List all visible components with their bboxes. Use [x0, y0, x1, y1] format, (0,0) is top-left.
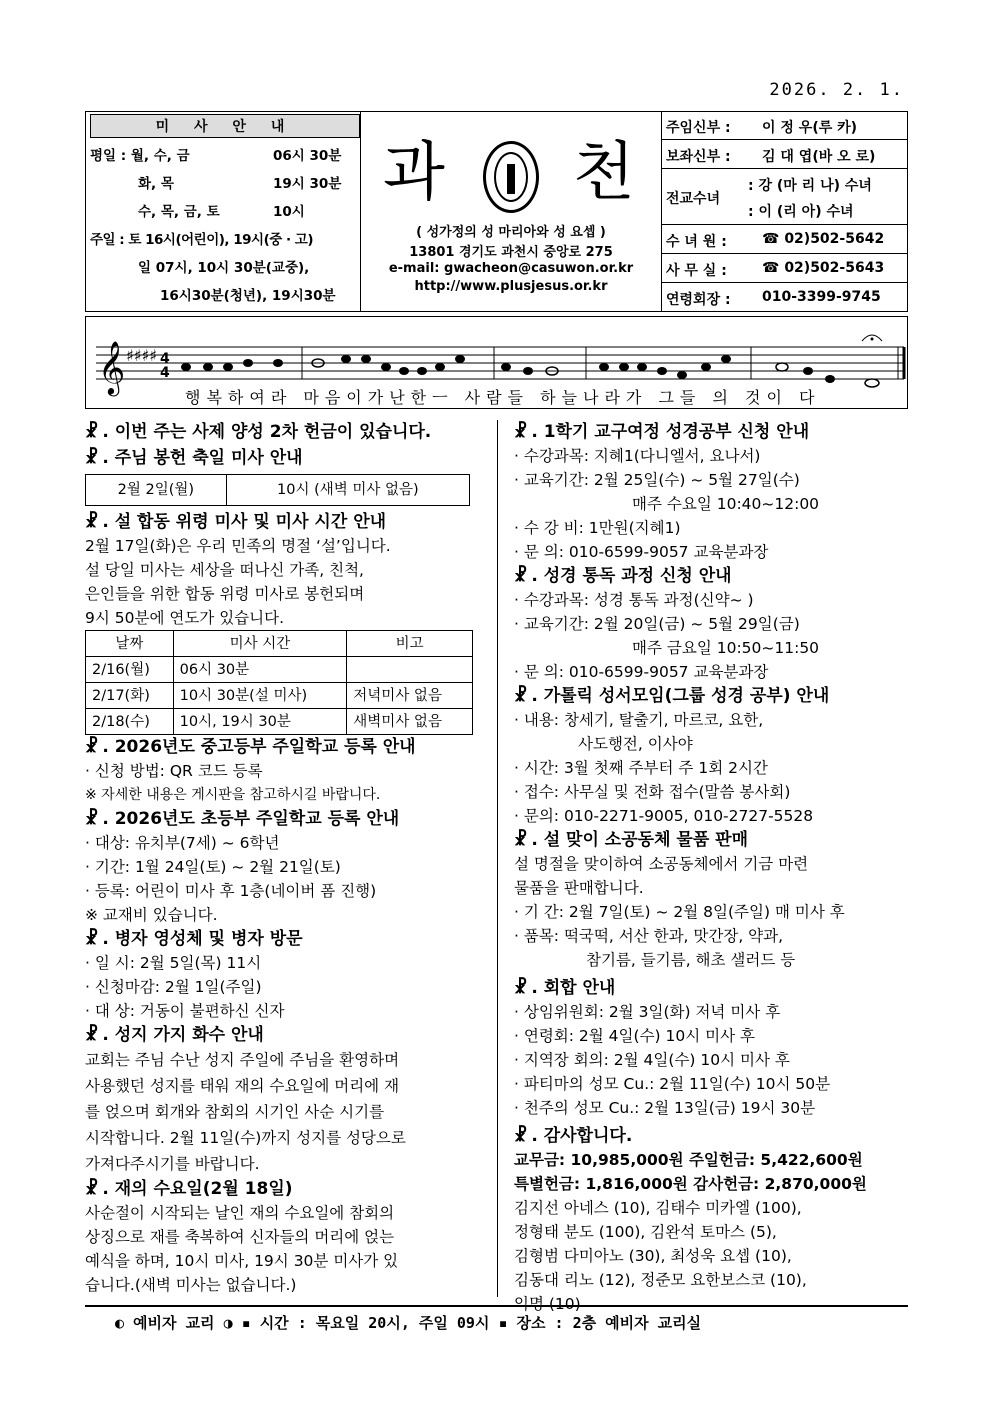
mass-line: 06시 30분: [273, 148, 342, 164]
staff-row: 사 무 실 : ☎ 02)502-5643: [662, 254, 908, 283]
paragraph-line: 사도행전, 이사야: [578, 735, 693, 753]
footer-text: ◐ 예비자 교리 ◑ ▪ 시간 : 목요일 20시, 주일 09시 ▪ 장소 : 2층 예비자 교리실: [115, 1314, 702, 1332]
paragraph-line: 9시 50분에 연도가 있습니다.: [85, 609, 285, 627]
paragraph-line: · 수 강 비: 1만원(지혜1): [514, 519, 681, 537]
mass-line: 일 07시, 10시 30분(교중),: [138, 260, 310, 276]
paragraph-line: 사순절이 시작되는 날인 재의 수요일에 참회의: [85, 1204, 395, 1222]
section-heading: ☧ . 병자 영성체 및 병자 방문: [85, 929, 303, 949]
paragraph-line: · 천주의 성모 Cu.: 2월 13일(금) 19시 30분: [514, 1099, 816, 1117]
section-heading: ☧ . 재의 수요일(2월 18일): [85, 1179, 293, 1199]
section-heading: ☧ . 회합 안내: [514, 978, 616, 998]
svg-text:𝄞: 𝄞: [98, 340, 126, 394]
offering-total: 교무금: 10,985,000원 주일헌금: 5,422,600원: [514, 1151, 863, 1169]
parish-email: e-mail: gwacheon@casuwon.or.kr: [388, 261, 634, 276]
svg-text:♯♯♯♯: ♯♯♯♯: [126, 346, 157, 365]
paragraph-line: 설 명절을 맞이하여 소공동체에서 기금 마련: [514, 855, 809, 873]
staff-row: 전교수녀 : 강 (마 리 나) 수녀 : 이 (리 아) 수녀: [662, 169, 908, 225]
staff-row: 보좌신부 : 김 대 엽(바 오 로): [662, 140, 908, 169]
right-column: [514, 420, 908, 1316]
paragraph-line: · 기 간: 2월 7일(토) ~ 2월 8일(주일) 매 미사 후: [514, 903, 845, 921]
paragraph-line: 를 얹으며 회개와 참회의 시기인 사순 시기를: [85, 1103, 385, 1121]
paragraph-line: · 품목: 떡국떡, 서산 한과, 맛간장, 약과,: [514, 927, 784, 945]
paragraph-line: · 상임위원회: 2월 3일(화) 저녁 미사 후: [514, 1003, 781, 1021]
paragraph-line: · 일 시: 2월 5일(목) 11시: [85, 954, 262, 972]
section-heading: ☧ . 1학기 교구여정 성경공부 신청 안내: [514, 422, 810, 442]
parish-name-right: 천: [573, 136, 635, 210]
catechumen-footer: [85, 1305, 908, 1333]
offering-mass-table: 2월 2일(월) 10시 (새벽 미사 없음): [85, 474, 470, 506]
paragraph-line: · 문의: 010-2271-9005, 010-2727-5528: [514, 807, 814, 825]
paragraph-line: · 내용: 창세기, 탈출기, 마르코, 요한,: [514, 711, 764, 729]
paragraph-line: 습니다.(새벽 미사는 없습니다.): [85, 1276, 297, 1294]
mass-line: 16시30분(청년), 19시30분: [160, 288, 336, 304]
section-heading: ☧ . 설 합동 위령 미사 및 미사 시간 안내: [85, 512, 387, 532]
paragraph-line: · 교육기간: 2월 20일(금) ~ 5월 29일(금): [514, 615, 800, 633]
mass-schedule-title: 미 사 안 내: [90, 114, 360, 138]
paragraph-line: · 연령회: 2월 4일(수) 10시 미사 후: [514, 1027, 755, 1045]
song-lyrics: 행복하여라 마음이가난한ㅡ 사람들 하늘나라가 그들 의 것이 다: [185, 388, 821, 407]
paragraph-line: · 등록: 어린이 미사 후 1층(네이버 폼 진행): [85, 882, 377, 900]
paragraph-line: · 신청 방법: QR 코드 등록: [85, 762, 263, 780]
mass-line: 19시 30분: [273, 176, 342, 192]
paragraph-line: ※ 교재비 있습니다.: [85, 906, 218, 924]
section-heading: ☧ . 주님 봉헌 축일 미사 안내: [85, 448, 303, 468]
svg-text:4: 4: [160, 365, 170, 381]
paragraph-line: · 시간: 3월 첫째 주부터 주 1회 2시간: [514, 759, 768, 777]
section-heading: ☧ . 2026년도 중고등부 주일학교 등록 안내: [85, 737, 416, 757]
paragraph-line: · 문 의: 010-6599-9057 교육분과장: [514, 663, 769, 681]
staff-directory: [662, 111, 908, 312]
parish-subtitle: ( 성가정의 성 마리아와 성 요셉 ): [416, 225, 606, 240]
donor-line: 정형태 분도 (100), 김완석 토마스 (5),: [514, 1223, 777, 1241]
mass-schedule: [88, 114, 360, 309]
donor-line: 익명 (10): [514, 1295, 581, 1313]
section-heading: ☧ . 이번 주는 사제 양성 2차 헌금이 있습니다.: [85, 422, 432, 442]
staff-row: 주임신부 : 이 정 우(루 카): [662, 111, 908, 140]
mass-line: 화, 목: [138, 176, 174, 192]
paragraph-line: 2월 17일(화)은 우리 민족의 명절 ‘설’입니다.: [85, 537, 391, 555]
svg-text:4: 4: [160, 351, 170, 367]
parish-title-block: [360, 111, 662, 312]
paragraph-line: · 교육기간: 2월 25일(수) ~ 5월 27일(수): [514, 471, 800, 489]
paragraph-line: · 문 의: 010-6599-9057 교육분과장: [514, 543, 769, 561]
paragraph-line: 설 당일 미사는 세상을 떠나신 가족, 친척,: [85, 561, 364, 579]
staff-row: 수 녀 원 : ☎ 02)502-5642: [662, 225, 908, 254]
paragraph-line: · 대상: 유치부(7세) ~ 6학년: [85, 834, 280, 852]
paragraph-line: 가져다주시기를 바랍니다.: [85, 1155, 260, 1173]
donor-line: 김동대 리노 (12), 정준모 요한보스코 (10),: [514, 1271, 807, 1289]
paragraph-line: 교회는 주님 수난 성지 주일에 주님을 환영하며: [85, 1051, 400, 1069]
paragraph-line: 매주 금요일 10:50~11:50: [632, 639, 820, 657]
paragraph-line: 매주 수요일 10:40~12:00: [632, 495, 820, 513]
column-divider: [497, 420, 498, 1297]
mass-line: 수, 목, 금, 토: [138, 204, 220, 220]
mass-line: 주일 : 토 16시(어린이), 19시(중 · 고): [90, 232, 314, 248]
paragraph-line: 사용했던 성지를 태워 재의 수요일에 머리에 재: [85, 1077, 400, 1095]
offering-total: 특별헌금: 1,816,000원 감사헌금: 2,870,000원: [514, 1175, 867, 1193]
parish-name-left: 과: [383, 136, 445, 210]
section-heading: ☧ . 2026년도 초등부 주일학교 등록 안내: [85, 809, 400, 829]
parish-website: http://www.plusjesus.or.kr: [414, 279, 608, 294]
left-column: [85, 420, 490, 1297]
section-heading: ☧ . 설 맞이 소공동체 물품 판매: [514, 830, 749, 850]
paragraph-line: · 파티마의 성모 Cu.: 2월 11일(수) 10시 50분: [514, 1075, 831, 1093]
paragraph-line: 상징으로 재를 축복하여 신자들의 머리에 얹는: [85, 1228, 395, 1246]
paragraph-line: ※ 자세한 내용은 게시판을 참고하시길 바랍니다.: [85, 787, 381, 803]
mass-line: 평일 : 월, 수, 금: [90, 148, 190, 164]
paragraph-line: 예식을 하며, 10시 미사, 19시 30분 미사가 있: [85, 1252, 399, 1270]
section-heading: ☧ . 감사합니다.: [514, 1126, 633, 1146]
parish-logo-icon: [483, 141, 539, 213]
paragraph-line: · 신청마감: 2월 1일(주일): [85, 978, 262, 996]
section-heading: ☧ . 성경 통독 과정 신청 안내: [514, 566, 732, 586]
paragraph-line: 시작합니다. 2월 11일(수)까지 성지를 성당으로: [85, 1129, 406, 1147]
paragraph-line: · 수강과목: 지혜1(다니엘서, 요나서): [514, 447, 761, 465]
paragraph-line: 물품을 판매합니다.: [514, 879, 644, 897]
paragraph-line: · 기간: 1월 24일(토) ~ 2월 21일(토): [85, 858, 341, 876]
paragraph-line: · 수강과목: 성경 통독 과정(신약~ ): [514, 591, 754, 609]
mass-time-table: 날짜 미사 시간 비고 2/16(월) 06시 30분 2/17(화) 10시 30분(설 미사) 저녁미사 없음 2/18(수) 10시, 19시 30분 새벽미사 없음: [85, 630, 473, 735]
donor-line: 김지선 아네스 (10), 김태수 미카엘 (100),: [514, 1199, 802, 1217]
staff-row: 연령회장 : 010-3399-9745: [666, 289, 881, 308]
section-heading: ☧ . 가톨릭 성서모임(그룹 성경 공부) 안내: [514, 686, 830, 706]
paragraph-line: 참기름, 들기름, 해초 샐러드 등: [586, 951, 796, 969]
paragraph-line: 은인들을 위한 합동 위령 미사로 봉헌되며: [85, 585, 365, 603]
issue-date: 2026. 2. 1.: [769, 80, 904, 100]
mass-line: 10시: [273, 204, 305, 220]
paragraph-line: · 대 상: 거동이 불편하신 신자: [85, 1002, 285, 1020]
paragraph-line: · 지역장 회의: 2월 4일(수) 10시 미사 후: [514, 1051, 790, 1069]
parish-address: 13801 경기도 과천시 중앙로 275: [409, 245, 613, 260]
donor-line: 김형범 다미아노 (30), 최성욱 요셉 (10),: [514, 1247, 792, 1265]
section-heading: ☧ . 성지 가지 화수 안내: [85, 1025, 264, 1045]
paragraph-line: · 접수: 사무실 및 전화 접수(말씀 봉사회): [514, 783, 791, 801]
